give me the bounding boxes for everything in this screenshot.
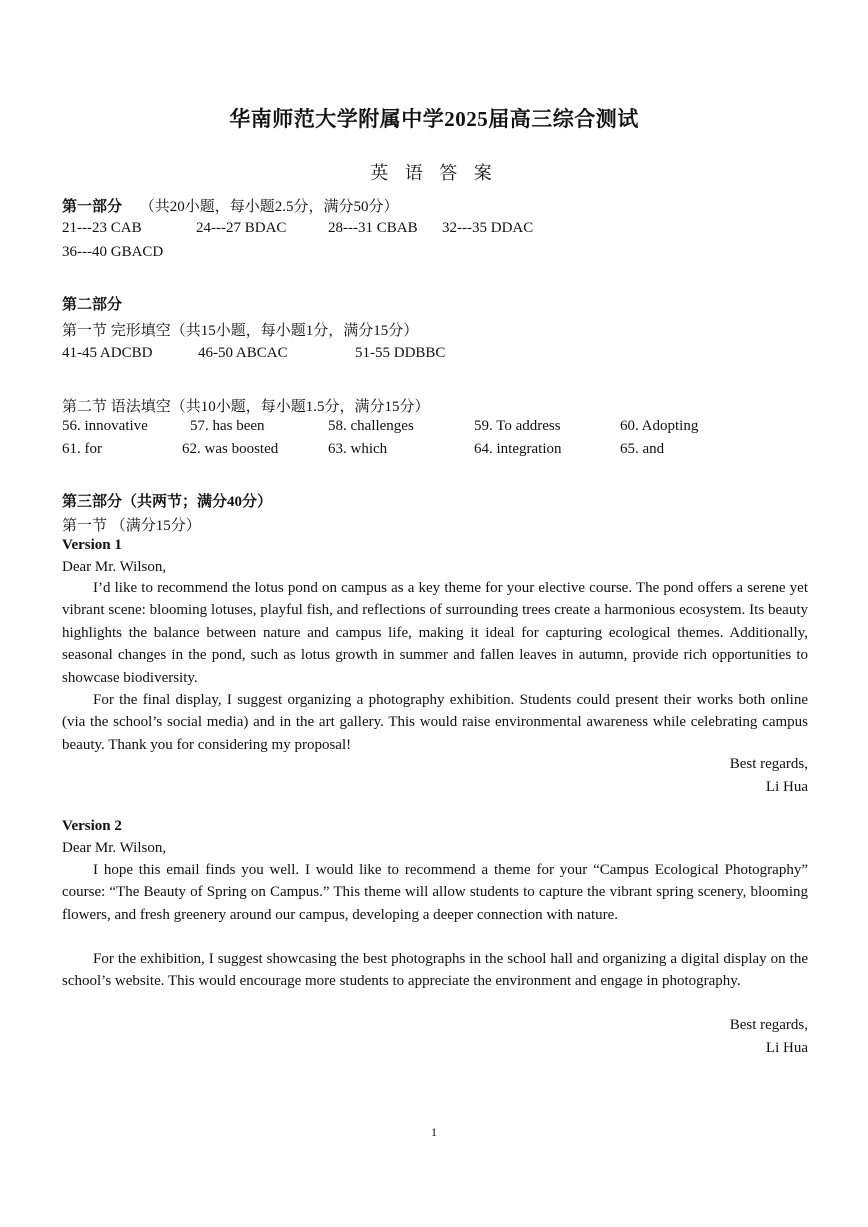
grammar-answer: 63. which (328, 441, 388, 457)
grammar-answer: 56. innovative (62, 418, 148, 434)
grammar-answer: 60. Adopting (620, 418, 699, 434)
part2-section1-answer: 51-55 DDBBC (355, 345, 446, 361)
version2-paragraph-2: For the exhibition, I suggest showcasing the best photographs in the school hall and organizing a digital display on the school’s website. This would encourage more students to appreciate the environment and engage in photography. (62, 951, 808, 990)
part1-answer: 32---35 DDAC (442, 220, 534, 236)
version2-signature: Li Hua (765, 1040, 808, 1056)
part1-heading: 第一部分 (62, 199, 123, 215)
grammar-answer: 65. and (620, 441, 665, 457)
version1-greeting: Dear Mr. Wilson, (62, 559, 167, 575)
version1-label: Version 1 (62, 537, 122, 553)
grammar-answer: 61. for (62, 441, 102, 457)
grammar-answer: 64. integration (474, 441, 562, 457)
version1-paragraph-2: For the final display, I suggest organizing a photography exhibition. Students could present their works both online (via the school’s social media) and in the art gallery. This would raise environmental awareness while celebrating campus beauty. Thank you for considering my proposal! (62, 692, 808, 753)
part1-header (62, 195, 399, 216)
grammar-answer: 58. challenges (328, 418, 414, 434)
part2-heading: 第二部分 (62, 297, 123, 313)
part3-heading: 第三部分（共两节；满分40分） (62, 494, 273, 510)
part1-answer: 21---23 CAB (62, 220, 142, 236)
version2-paragraph-1: I hope this email finds you well. I would like to recommend a theme for your “Campus Ecological Photography” course: “The Beauty of Spring on Campus.” This theme will allow students to capture the vibrant spring scenery, blooming flowers, and fresh greenery around our campus, developing a deeper connection with nature. (62, 862, 808, 923)
part2-section1-answer: 41-45 ADCBD (62, 345, 153, 361)
part2-section1-answer: 46-50 ABCAC (198, 345, 288, 361)
page-number: 1 (431, 1125, 437, 1139)
part1-answer: 28---31 CBAB (328, 220, 418, 236)
part3-section1-heading: 第一节 （满分15分） (62, 518, 201, 534)
version1-signature: Li Hua (765, 779, 808, 795)
grammar-answer: 59. To address (474, 418, 561, 434)
version2-label: Version 2 (62, 818, 122, 834)
part1-answer: 24---27 BDAC (196, 220, 287, 236)
version2-greeting: Dear Mr. Wilson, (62, 840, 167, 856)
version1-paragraph-1: I’d like to recommend the lotus pond on campus as a key theme for your elective course. The pond offers a serene yet vibrant scene: blooming lotuses, playful fish, and reflections of surrounding trees create a harmonious ecosystem. Its beauty highlights the balance between nature and campus life, making it ideal for capturing ecological themes. Additionally, seasonal changes in the pond, such as lotus growth in summer and fallen leaves in autumn, provide rich opportunities to showcase biodiversity. (62, 580, 808, 686)
page-subtitle: 英 语 答 案 (370, 163, 498, 183)
part1-note: （共20小题，每小题2.5分，满分50分） (139, 199, 399, 215)
page-title: 华南师范大学附属中学2025届高三综合测试 (229, 107, 639, 131)
part1-answer: 36---40 GBACD (62, 244, 164, 260)
part2-section1-heading: 第一节 完形填空（共15小题，每小题1分，满分15分） (62, 323, 419, 339)
grammar-answer: 57. has been (190, 418, 265, 434)
grammar-answer: 62. was boosted (182, 441, 279, 457)
version1-closing: Best regards, (729, 756, 808, 772)
version2-closing: Best regards, (729, 1017, 808, 1033)
part2-section2-heading: 第二节 语法填空（共10小题，每小题1.5分，满分15分） (62, 399, 430, 415)
